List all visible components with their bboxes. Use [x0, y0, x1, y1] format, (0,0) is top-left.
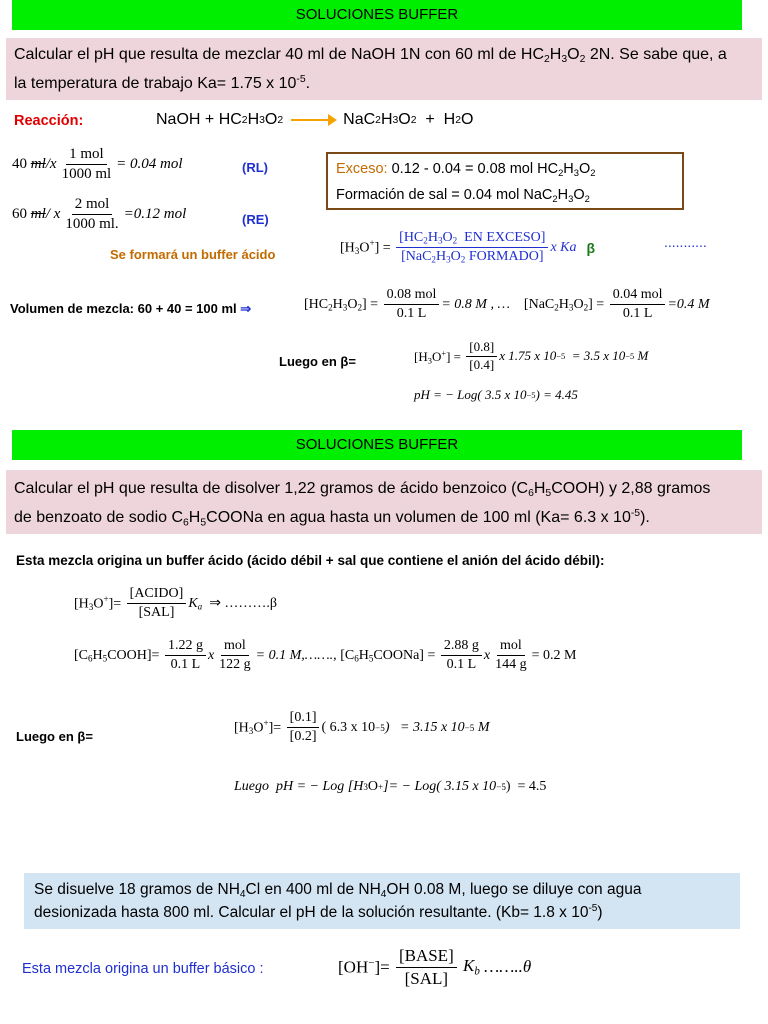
problem-2-line-1: Calcular el pH que resulta de disolver 1,22 gramos de ácido benzoico $(C_6H_5COOH)$ y 2,88 gramos: [14, 480, 711, 500]
problem-2-line-2: de benzoato de sodio $C_6H_5COONa$ en agua hasta un volumen de 100 ml (Ka= 6.3 x $10^{-5}$).: [14, 508, 650, 529]
concentration-line-1: $[HC_2H_3O_2]$ = $\frac{\text{0.08 mol}}{0.1 L}$ = 0.8 M , … $[NaC_2H_3O_2]$ = $\frac{\text{0.04 mol}}{0.1 L}$ =0.4 M: [304, 287, 710, 322]
ph-line-1: pH = − Log( 3.5 x 10 −5 ) = 4.45: [414, 387, 578, 402]
h3o-formula-1: $[H_3O^+]$ = $\frac{[HC_2H_3O_2 EN EXCESO]}{[NaC_2H_3O_2 FORMADO]}$ x Ka β: [340, 230, 596, 265]
section-banner-2: SOLUCIONES BUFFER: [12, 430, 742, 460]
problem-1-line-2: la temperatura de trabajo Ka= 1.75 x $10^{-5}$.: [14, 74, 311, 93]
oh-formula: [OH−]= $\frac{\text{[BASE]}}{\text{[SAL]}}$ $K_b$ ……..θ: [338, 946, 532, 988]
problem-box-3: [24, 873, 740, 929]
excess-box: [326, 152, 684, 210]
problem-3-line-2: desionizada hasta 800 ml. Calcular el pH de la solución resultante. (Kb= 1.8 x $10^{-5}$): [34, 903, 603, 922]
reaction-equation: NaOH + HC 2 H 3 O 2 NaC 2 H 3 O 2 + H 2 O: [156, 111, 474, 128]
section-banner-1: SOLUCIONES BUFFER: [12, 0, 742, 30]
reaction-arrow-icon: [291, 119, 335, 121]
luego-label-2: Luego en β=: [16, 729, 93, 744]
volume-text: Volumen de mezcla: 60 + 40 = 100 ml ⇒: [10, 301, 252, 316]
reaction-label: Reacción:: [14, 113, 84, 129]
salt-line: Formación de sal = 0.04 mol $NaC_2H_3O_2$: [336, 186, 590, 204]
buffer-note: Se formará un buffer ácido: [110, 247, 276, 262]
excess-line: Exceso: 0.12 - 0.04 = 0.08 mol $HC_2H_3O_2$: [336, 161, 596, 178]
re-calculation: 60 ml / x $\frac{\text{2 mol}}{1000 ml.}$ =0.12 mol: [12, 196, 187, 233]
rl-calculation: 40 ml /x $\frac{\text{1 mol}}{1000 ml}$ = 0.04 mol: [12, 146, 183, 183]
problem-box-2: [6, 470, 762, 534]
h3o-calculation-2: $[H_3O^+]=$ $\frac{[0.1]}{[0.2]}$ ( 6.3 x 10 −5 ) = 3.15 x 10 −5 M: [234, 710, 490, 745]
problem-box-1: [6, 38, 762, 100]
re-tag: (RE): [242, 212, 269, 227]
luego-label-1: Luego en β=: [279, 354, 356, 369]
ph-line-2: Luego pH = − Log [H 3 O + ]= − Log( 3.15 x 10 −5 ) = 4.5: [234, 779, 547, 794]
buffer-basic-note: Esta mezcla origina un buffer básico :: [22, 961, 264, 977]
concentration-line-2: $[C_6H_5COOH]=$ $\frac{1.22 g}{0.1 L}$ x $\frac{\text{mol}}{122 g}$ = 0.1 M,……., $[C_6H_5COONa]$ = $\frac{2.88 g}{0.1 L}$ x $\frac{\text{mol}}{144 g}$ = 0.2 M: [74, 638, 577, 673]
h3o-calculation-1: $[H_3O^+]$ = $\frac{[0.8]}{[0.4]}$ x 1.75 x 10 −5 = 3.5 x 10 −5 M: [414, 339, 649, 372]
h3o-dots: ...........: [664, 234, 707, 250]
problem-3-line-1: Se disuelve 18 gramos de $NH_4Cl$ en 400 ml de $NH_4OH$ 0.08 M, luego se diluye con agua: [34, 881, 642, 901]
h3o-formula-2: $[H_3O^+]=$ $\frac{\text{[ACIDO]}}{\text{[SAL]}}$ $K_a$ ⇒ ……….β: [74, 586, 278, 621]
problem-1-line-1: Calcular el pH que resulta de mezclar 40 ml de NaOH 1N con 60 ml de $HC_2H_3O_2$ 2N. Se sabe que, a: [14, 46, 727, 66]
buffer-acid-intro: Esta mezcla origina un buffer ácido (ácido débil + sal que contiene el anión del ácido débil):: [16, 553, 605, 568]
rl-tag: (RL): [242, 160, 268, 175]
